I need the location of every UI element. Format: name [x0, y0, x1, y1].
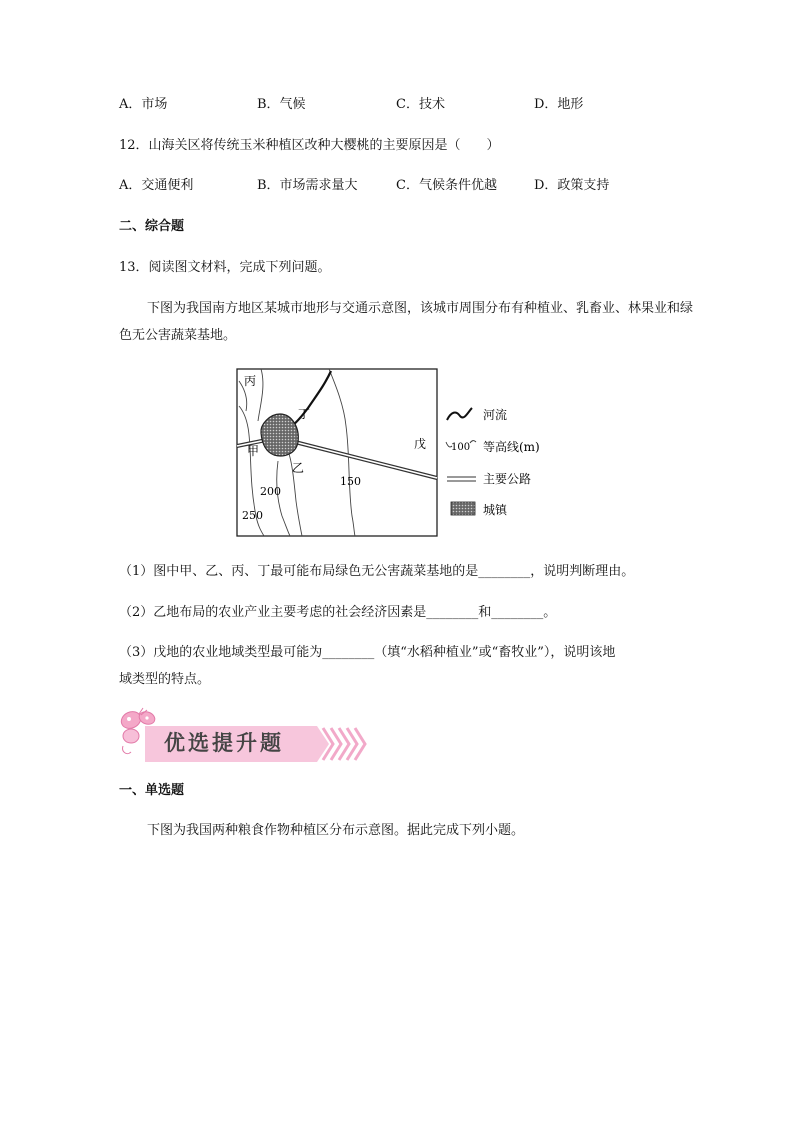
label-jia: 甲: [247, 444, 260, 458]
label-contour-200: 200: [260, 485, 281, 498]
legend-town: 城镇: [483, 503, 508, 517]
q12-option-c: C．气候条件优越: [396, 178, 497, 193]
q11-option-a: A．市场: [119, 97, 168, 112]
legend-river: 河流: [483, 408, 508, 422]
label-wu: 戊: [414, 437, 427, 451]
legend-contour-sample: 100: [451, 442, 471, 453]
q11-option-c: C．技术: [396, 97, 445, 112]
q11-option-d: D．地形: [534, 97, 584, 112]
town-shape: [261, 414, 298, 456]
legend-river-icon: [447, 408, 472, 420]
q13-sub3-line2: 域类型的特点。: [119, 672, 211, 687]
label-contour-150: 150: [340, 475, 361, 488]
q12-option-d: D．政策支持: [534, 178, 610, 193]
q13-sub1: （1）图中甲、乙、丙、丁最可能布局绿色无公害蔬菜基地的是________，说明判断理由。: [119, 564, 635, 579]
section3-intro: 下图为我国两种粮食作物种植区分布示意图。据此完成下列小题。: [147, 823, 525, 838]
label-yi: 乙: [292, 461, 305, 475]
label-bing: 丙: [244, 374, 257, 388]
q12-option-a: A．交通便利: [119, 178, 194, 193]
q13-sub2: （2）乙地布局的农业产业主要考虑的社会经济因素是________和________。: [119, 605, 557, 620]
q13-stem: 13．阅读图文材料，完成下列问题。: [119, 260, 331, 275]
q11-option-b: B．气候: [257, 97, 306, 112]
terrain-traffic-map: [236, 366, 556, 541]
q13-material: 下图为我国南方地区某城市地形与交通示意图，该城市周围分布有种植业、乳畜业、林果业和绿色无公害蔬菜基地。: [119, 301, 694, 343]
legend-road: 主要公路: [483, 472, 532, 486]
banner-title: 优选提升题: [164, 731, 284, 755]
section-heading-comprehensive: 二、综合题: [119, 219, 185, 234]
section-heading-single-choice: 一、单选题: [119, 783, 185, 798]
label-contour-250: 250: [242, 509, 263, 522]
q13-sub3-line1: （3）戊地的农业地域类型最可能为________（填“水稻种植业”或“畜牧业”），说明该地: [119, 645, 616, 660]
legend-town-icon: [451, 502, 475, 515]
label-ding: 丁: [298, 407, 311, 421]
banner-chevrons: [323, 728, 365, 760]
q12-option-b: B．市场需求量大: [257, 178, 358, 193]
legend-contour: 等高线(m): [483, 440, 540, 454]
q12-stem: 12．山海关区将传统玉米种植区改种大樱桃的主要原因是（ ）: [119, 138, 500, 153]
